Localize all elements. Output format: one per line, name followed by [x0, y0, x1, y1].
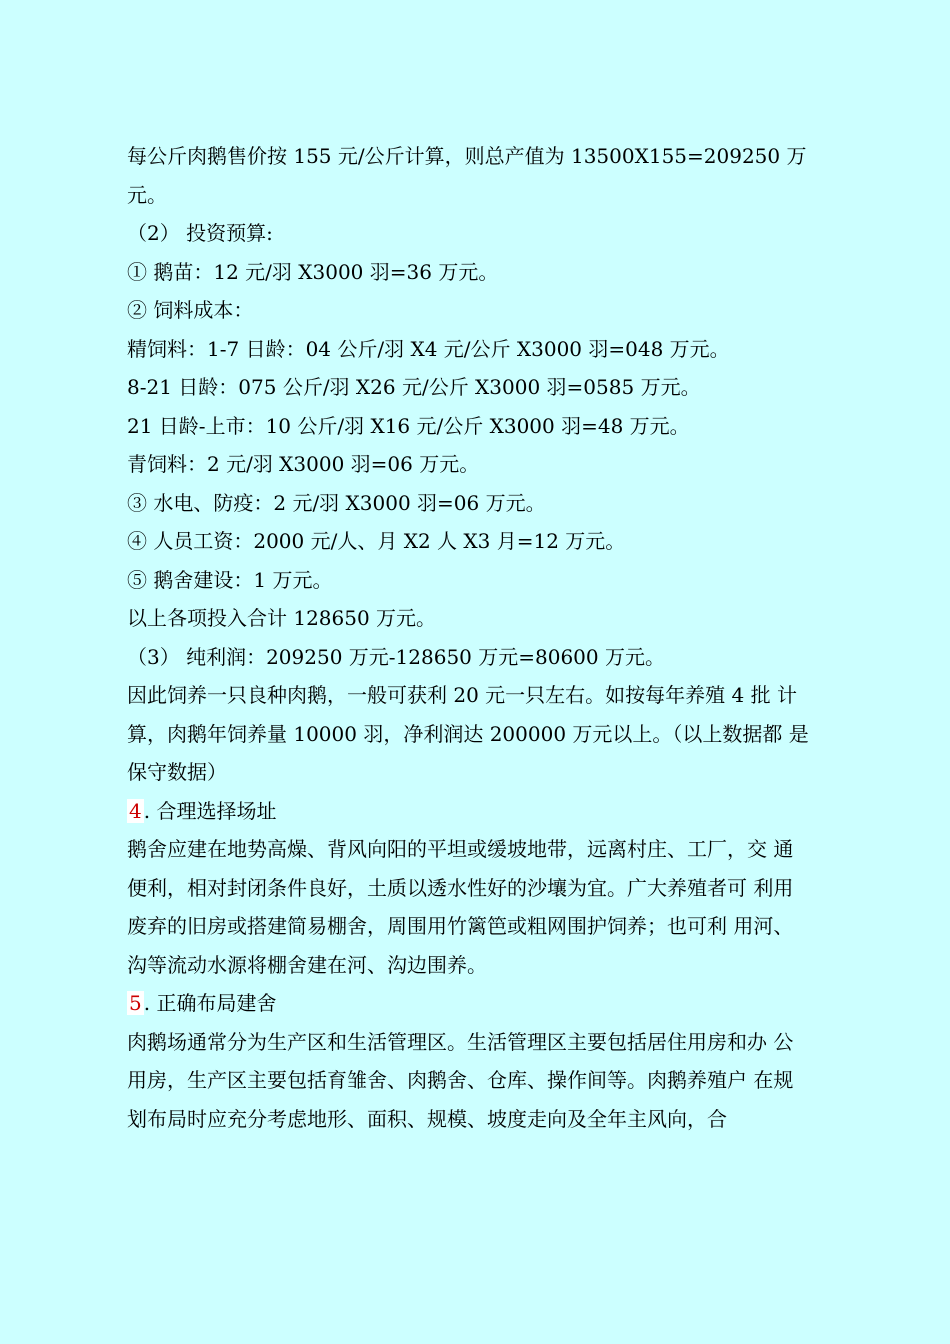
- list-item-construction: ⑤ 鹅舍建设：1 万元。: [127, 567, 333, 592]
- section-title: . 合理选择场址: [143, 798, 277, 823]
- section-number: 5: [129, 991, 142, 1015]
- paragraph-line: 精饲料：1-7 日龄：04 公斤/羽 X4 元/公斤 X3000 羽=048 万元。: [127, 336, 730, 361]
- paragraph-line: 元。: [127, 182, 167, 207]
- subheading-net-profit: （3） 纯利润：209250 万元-128650 万元=80600 万元。: [127, 644, 665, 669]
- list-item-goslings: ① 鹅苗：12 元/羽 X3000 羽=36 万元。: [127, 259, 499, 284]
- section-heading-4: [127, 792, 847, 831]
- paragraph-line: 便利，相对封闭条件良好，土质以透水性好的沙壤为宜。广大养殖者可 利用: [127, 875, 794, 900]
- paragraph-line: 算，肉鹅年饲养量 10000 羽，净利润达 200000 万元以上。（以上数据都 是: [127, 721, 809, 746]
- paragraph-line: 因此饲养一只良种肉鹅，一般可获利 20 元一只左右。如按每年养殖 4 批 计: [127, 683, 797, 707]
- paragraph-line: 沟等流动水源将棚舍建在河、沟边围养。: [127, 952, 487, 977]
- document-body: [127, 137, 847, 1138]
- section-title: . 正确布局建舍: [143, 991, 277, 1015]
- list-item-utilities: ③ 水电、防疫：2 元/羽 X3000 羽=06 万元。: [127, 490, 546, 515]
- paragraph-line: 保守数据）: [127, 760, 227, 784]
- paragraph-line: 以上各项投入合计 128650 万元。: [127, 606, 437, 630]
- paragraph-line: 用房，生产区主要包括育雏舍、肉鹅舍、仓库、操作间等。肉鹅养殖户 在规: [127, 1068, 794, 1092]
- list-item-feed-cost: ② 饲料成本：: [127, 298, 254, 322]
- paragraph-line: 废弃的旧房或搭建简易棚舍，周围用竹篱笆或粗网围护饲养；也可利 用河、: [127, 914, 794, 938]
- subheading-investment: （2） 投资预算:: [127, 221, 273, 245]
- paragraph-line: 21 日龄-上市：10 公斤/羽 X16 元/公斤 X3000 羽=48 万元。: [127, 413, 690, 438]
- paragraph-line: 肉鹅场通常分为生产区和生活管理区。生活管理区主要包括居住用房和办 公: [127, 1029, 794, 1054]
- paragraph-line: 鹅舍应建在地势高燥、背风向阳的平坦或缓坡地带，远离村庄、工厂，交 通: [127, 837, 794, 861]
- paragraph-line: 8-21 日龄：075 公斤/羽 X26 元/公斤 X3000 羽=0585 万元。: [127, 375, 701, 399]
- paragraph-line: 青饲料：2 元/羽 X3000 羽=06 万元。: [127, 452, 480, 476]
- paragraph-line: 每公斤肉鹅售价按 155 元/公斤计算，则总产值为 13500X155=209250 万: [127, 144, 807, 168]
- paragraph-line: 划布局时应充分考虑地形、面积、规模、坡度走向及全年主风向，合: [127, 1106, 727, 1131]
- section-number: 4: [129, 798, 142, 823]
- section-heading-5: [127, 984, 847, 1023]
- list-item-wages: ④ 人员工资：2000 元/人、月 X2 人 X3 月=12 万元。: [127, 529, 626, 553]
